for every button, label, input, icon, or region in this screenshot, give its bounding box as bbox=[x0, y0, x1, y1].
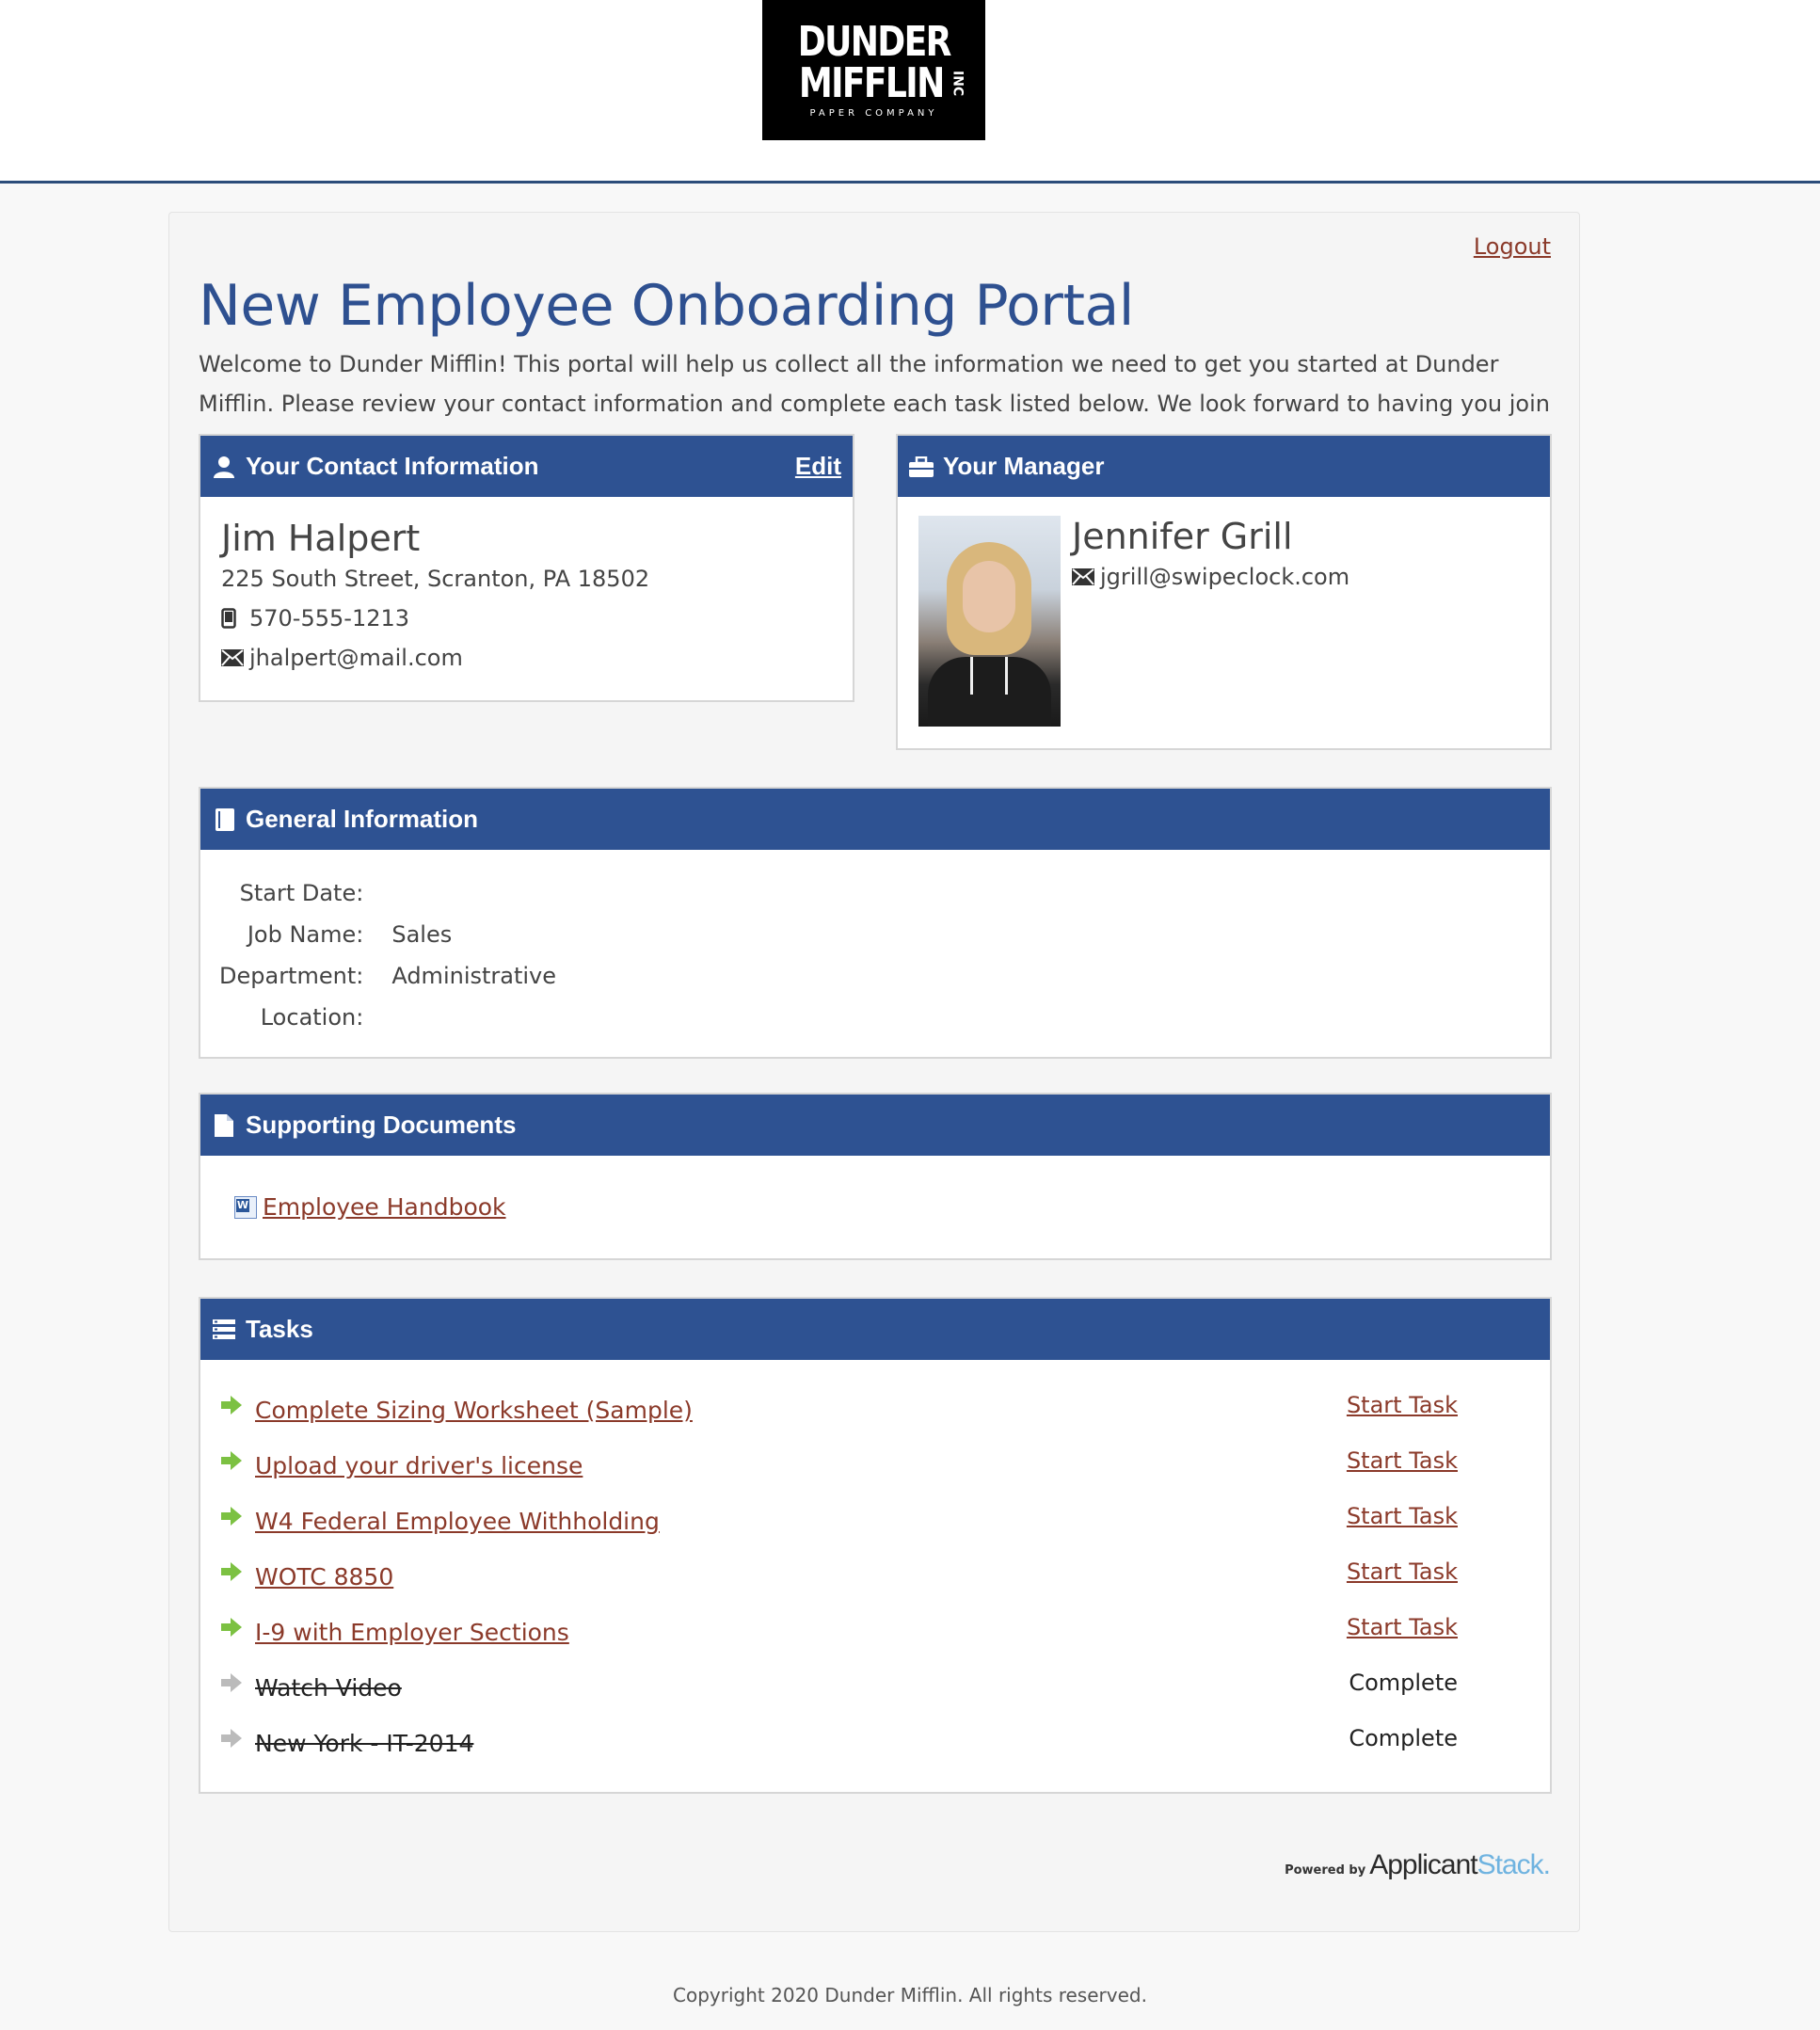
manager-email: jgrill@swipeclock.com bbox=[1100, 564, 1350, 590]
contact-heading: Your Contact Information bbox=[246, 452, 539, 480]
powered-by-text: Powered by bbox=[1285, 1863, 1366, 1878]
arrow-right-icon bbox=[221, 1673, 244, 1696]
tasks-panel bbox=[199, 1297, 1552, 1794]
contact-email: jhalpert@mail.com bbox=[249, 645, 463, 671]
logo-line-2: MIFFLIN bbox=[798, 59, 944, 107]
employee-handbook-link[interactable]: Employee Handbook bbox=[263, 1193, 506, 1221]
manager-panel-header bbox=[898, 436, 1550, 497]
start-date-value bbox=[391, 872, 556, 914]
task-name[interactable]: I-9 with Employer Sections bbox=[255, 1619, 569, 1646]
task-row bbox=[221, 1549, 1550, 1605]
task-name: New York - IT-2014 bbox=[255, 1730, 474, 1757]
task-name[interactable]: WOTC 8850 bbox=[255, 1563, 394, 1590]
manager-name: Jennifer Grill bbox=[1072, 516, 1293, 557]
department-label: Department: bbox=[219, 963, 364, 989]
task-list bbox=[200, 1360, 1550, 1771]
contact-email-row bbox=[221, 638, 832, 678]
envelope-icon bbox=[221, 649, 244, 666]
start-date-label: Start Date: bbox=[239, 880, 364, 906]
briefcase-icon bbox=[909, 455, 934, 479]
start-task-link[interactable]: Start Task bbox=[1346, 1392, 1458, 1418]
task-row bbox=[221, 1716, 1550, 1771]
manager-heading: Your Manager bbox=[943, 452, 1105, 480]
manager-photo bbox=[918, 516, 1061, 727]
book-icon bbox=[212, 807, 236, 832]
supporting-documents-panel bbox=[199, 1093, 1552, 1260]
location-label: Location: bbox=[260, 1004, 364, 1031]
user-icon bbox=[212, 455, 236, 479]
brand-applicant: Applicant bbox=[1369, 1849, 1477, 1880]
arrow-right-icon bbox=[221, 1451, 244, 1474]
start-task-link[interactable]: Start Task bbox=[1346, 1503, 1458, 1529]
brand-stack: Stack bbox=[1477, 1849, 1543, 1880]
task-name[interactable]: Upload your driver's license bbox=[255, 1452, 583, 1479]
task-name: Watch Video bbox=[255, 1674, 402, 1702]
task-row bbox=[221, 1660, 1550, 1716]
envelope-icon bbox=[1072, 568, 1094, 585]
site-header bbox=[0, 0, 1820, 184]
task-row bbox=[221, 1438, 1550, 1494]
contact-name: Jim Halpert bbox=[221, 518, 421, 559]
arrow-right-icon bbox=[221, 1618, 244, 1640]
contact-phone-row bbox=[221, 599, 832, 638]
company-logo bbox=[762, 0, 985, 140]
logo-tagline: PAPER COMPANY bbox=[809, 108, 938, 119]
manager-email-row bbox=[1072, 557, 1349, 597]
department-value: Administrative bbox=[391, 963, 557, 989]
contact-phone: 570-555-1213 bbox=[249, 605, 410, 631]
general-info-panel bbox=[199, 787, 1552, 1059]
intro-text: Welcome to Dunder Mifflin! This portal will help us collect all the information we need to get you started at Dunder Mifflin. Please review your contact information and complete each task listed below. We look forward to having you join bbox=[199, 351, 1550, 417]
task-name[interactable]: Complete Sizing Worksheet (Sample) bbox=[255, 1397, 693, 1424]
contact-address: 225 South Street, Scranton, PA 18502 bbox=[221, 566, 650, 592]
manager-panel bbox=[896, 434, 1552, 750]
document-item bbox=[234, 1193, 1550, 1221]
phone-icon bbox=[221, 608, 244, 629]
job-name-value: Sales bbox=[391, 921, 453, 948]
word-doc-icon: W bbox=[234, 1196, 257, 1219]
copyright: Copyright 2020 Dunder Mifflin. All rights reserved. bbox=[673, 1984, 1147, 2006]
edit-contact-link[interactable]: Edit bbox=[794, 452, 841, 480]
job-name-label: Job Name: bbox=[247, 921, 364, 948]
location-value bbox=[391, 997, 556, 1038]
tasks-icon bbox=[212, 1318, 236, 1342]
tasks-heading: Tasks bbox=[246, 1315, 313, 1343]
page-title: New Employee Onboarding Portal bbox=[199, 273, 1134, 339]
start-task-link[interactable]: Start Task bbox=[1346, 1558, 1458, 1585]
contact-panel bbox=[199, 434, 854, 702]
brand-dot: . bbox=[1542, 1849, 1550, 1880]
general-info-table bbox=[219, 872, 556, 1038]
contact-panel-header bbox=[200, 436, 853, 497]
start-task-link[interactable]: Start Task bbox=[1346, 1614, 1458, 1640]
task-row bbox=[221, 1494, 1550, 1549]
supporting-documents-header bbox=[200, 1095, 1550, 1156]
powered-by-logo bbox=[1285, 1849, 1550, 1881]
task-row bbox=[221, 1383, 1550, 1438]
general-info-heading: General Information bbox=[246, 805, 479, 833]
task-status: Complete bbox=[1349, 1725, 1458, 1751]
general-row-department bbox=[219, 955, 556, 997]
task-status: Complete bbox=[1349, 1670, 1458, 1696]
supporting-documents-heading: Supporting Documents bbox=[246, 1111, 517, 1139]
tasks-header bbox=[200, 1299, 1550, 1360]
general-row-job-name bbox=[219, 914, 556, 955]
arrow-right-icon bbox=[221, 1729, 244, 1751]
task-name[interactable]: W4 Federal Employee Withholding bbox=[255, 1508, 660, 1535]
arrow-right-icon bbox=[221, 1562, 244, 1585]
logout-link[interactable]: Logout bbox=[1473, 233, 1551, 260]
general-info-header bbox=[200, 789, 1550, 850]
start-task-link[interactable]: Start Task bbox=[1346, 1447, 1458, 1474]
arrow-right-icon bbox=[221, 1396, 244, 1418]
file-icon bbox=[212, 1113, 236, 1138]
arrow-right-icon bbox=[221, 1507, 244, 1529]
general-row-start-date bbox=[219, 872, 556, 914]
general-row-location bbox=[219, 997, 556, 1038]
logo-line-1: DUNDER bbox=[797, 18, 950, 66]
logo-inc: INC bbox=[950, 71, 966, 97]
main-panel bbox=[168, 212, 1580, 1932]
task-row bbox=[221, 1605, 1550, 1660]
